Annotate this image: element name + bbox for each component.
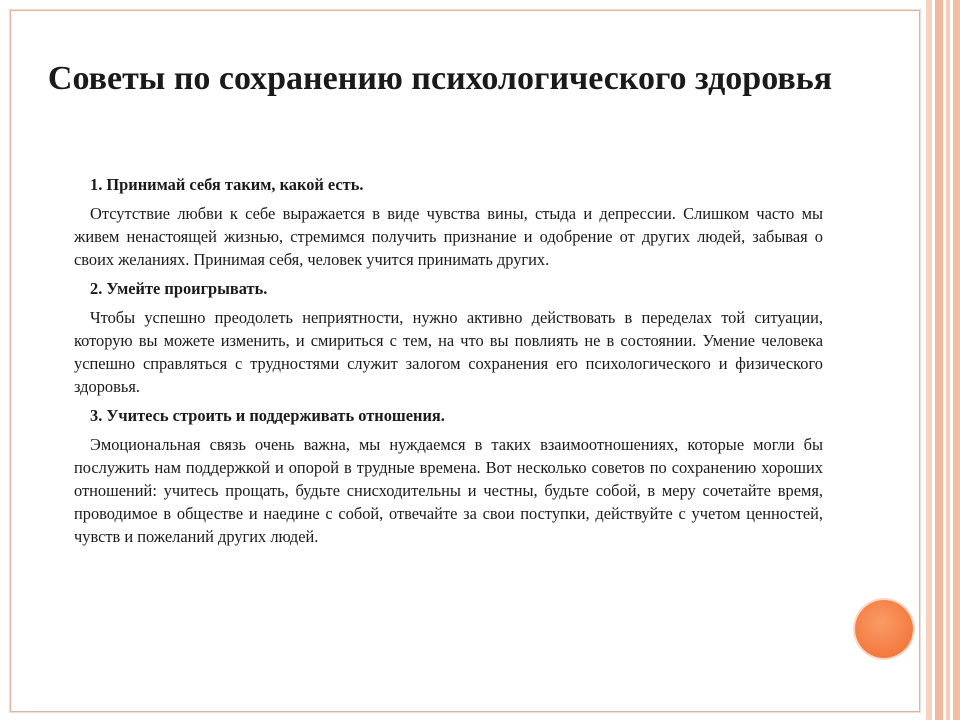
section-text-2: Чтобы успешно преодолеть неприятности, нужно активно действовать в переделах той ситуации, которую вы можете изменить, и смириться с тем, на что вы повлиять не в состоянии. Умение человека успешно справляться с трудностями служит залогом сохранения его психологического и физического здоровья. (74, 308, 823, 396)
decorative-stripes (922, 0, 960, 720)
section-heading-2: 2. Умейте проигрывать. (90, 279, 268, 298)
stripe (935, 0, 943, 720)
orange-circle-decoration (855, 600, 913, 658)
section-heading-3: 3. Учитесь строить и поддерживать отношения. (90, 406, 445, 425)
slide-title: Советы по сохранению психологического здоровья (47, 60, 833, 97)
section-text-1: Отсутствие любви к себе выражается в виде чувства вины, стыда и депрессии. Слишком часто мы живем ненастоящей жизнью, стремимся получить признание и одобрение от других людей, забывая о своих желаниях. Принимая себя, человек учится принимать других. (74, 204, 823, 269)
stripe (946, 0, 950, 720)
slide-content (74, 173, 823, 554)
stripe (953, 0, 960, 720)
stripe (926, 0, 932, 720)
section-text-3: Эмоциональная связь очень важна, мы нуждаемся в таких взаимоотношениях, которые могли бы послужить нам поддержкой и опорой в трудные времена. Вот несколько советов по сохранению хороших отношений: учитесь прощать, будьте снисходительны и честны, будьте собой, в меру сочетайте время, проводимое в обществе и наедине с собой, отвечайте за свои поступки, действуйте с учетом ценностей, чувств и пожеланий других людей. (74, 435, 823, 546)
section-heading-1: 1. Принимай себя таким, какой есть. (90, 175, 364, 194)
